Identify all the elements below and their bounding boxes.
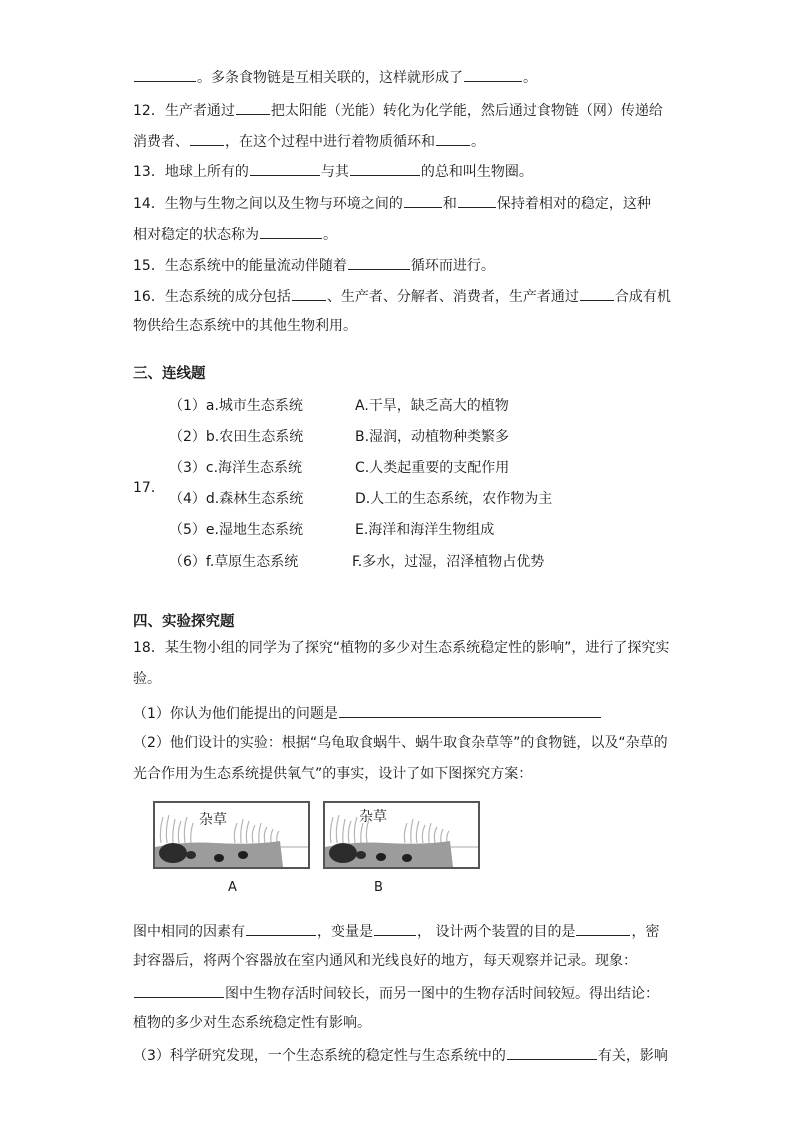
question-17-number: 17． [133, 480, 165, 496]
answer-blank[interactable] [464, 66, 522, 82]
snail-icon [402, 854, 412, 862]
match-right-item-f[interactable]: F.多水，过湿，沼泽植物占优势 [352, 554, 545, 570]
answer-blank[interactable] [134, 66, 196, 82]
match-left-item-2[interactable]: （2）b.农田生态系统 [169, 429, 304, 445]
answer-blank[interactable] [458, 192, 496, 208]
text: 15．生态系统中的能量流动伴随着 [133, 258, 347, 274]
match-right-item-d[interactable]: D.人工的生态系统，农作物为主 [355, 491, 553, 507]
experiment-figure-a [153, 801, 310, 869]
answer-blank[interactable] [436, 130, 470, 146]
text: （1）你认为他们能提出的问题是 [133, 706, 338, 722]
grass-illustration [155, 803, 308, 867]
answer-blank[interactable] [404, 192, 442, 208]
snail-icon [238, 851, 248, 859]
question-16-line-1 [133, 285, 671, 307]
section-3-title: 三、连线题 [133, 366, 206, 382]
grass-illustration [325, 803, 478, 867]
experiment-figure-b [323, 801, 480, 869]
text: 合成有机 [614, 289, 671, 305]
question-18-part-3 [133, 1044, 668, 1066]
answer-blank[interactable] [350, 160, 420, 176]
answer-blank[interactable] [236, 99, 270, 115]
answer-blank[interactable] [580, 285, 614, 301]
text: 消费者、 [133, 134, 189, 150]
match-left-item-3[interactable]: （3）c.海洋生态系统 [169, 460, 303, 476]
answer-blank[interactable] [260, 223, 322, 239]
question-18-line-2: 验。 [133, 671, 161, 687]
text: 。 [523, 70, 537, 86]
question-13 [133, 160, 533, 182]
match-right-item-c[interactable]: C.人类起重要的支配作用 [355, 460, 510, 476]
figure-b-caption: B [374, 880, 383, 895]
match-right-item-e[interactable]: E.海洋和海洋生物组成 [355, 522, 495, 538]
text: 物供给生态系统中的其他生物利用。 [133, 318, 357, 334]
answer-blank[interactable] [507, 1044, 597, 1060]
match-left-item-5[interactable]: （5）e.湿地生态系统 [169, 522, 303, 538]
answer-blank[interactable] [190, 130, 224, 146]
question-18-text-line-3 [133, 982, 659, 1004]
text: 。 [471, 134, 485, 150]
text: 有关，影响 [597, 1048, 668, 1064]
text: 图中相同的因素有 [133, 924, 245, 940]
answer-blank[interactable] [348, 254, 410, 270]
question-12-line-2 [133, 130, 485, 152]
text: ，变量是 [317, 924, 373, 940]
text: 循环而进行。 [410, 258, 495, 274]
figure-b-grass-label: 杂草 [359, 809, 387, 825]
snail-icon [214, 854, 224, 862]
answer-blank[interactable] [134, 982, 224, 998]
question-18-text-line-1 [133, 920, 659, 942]
question-18-text-line-4: 植物的多少对生态系统稳定性有影响。 [133, 1015, 371, 1031]
question-18-text-line-2: 封容器后，将两个容器放在室内通风和光线良好的地方，每天观察并记录。现象： [133, 953, 637, 969]
snail-icon [376, 853, 386, 861]
text: 13．地球上所有的 [133, 164, 249, 180]
match-left-item-1[interactable]: （1）a.城市生态系统 [169, 398, 303, 414]
answer-blank[interactable] [250, 160, 320, 176]
answer-blank[interactable] [576, 920, 630, 936]
text: 把太阳能（光能）转化为化学能，然后通过食物链（网）传递给 [270, 103, 663, 119]
text: 与其 [320, 164, 349, 180]
text: 图中生物存活时间较长，而另一图中的生物存活时间较短。得出结论： [225, 986, 659, 1002]
answer-blank[interactable] [246, 920, 316, 936]
text: 。 [323, 227, 337, 243]
text: 、生产者、分解者、消费者，生产者通过 [326, 289, 579, 305]
match-right-item-a[interactable]: A.干旱，缺乏高大的植物 [355, 398, 509, 414]
text: 和 [442, 196, 457, 212]
text: ，密 [631, 924, 660, 940]
text: 16．生态系统的成分包括 [133, 289, 291, 305]
turtle-icon [329, 843, 357, 863]
question-12-line-1 [133, 99, 663, 121]
match-left-item-4[interactable]: （4）d.森林生态系统 [169, 491, 304, 507]
question-18-part-2-line-2: 光合作用为生态系统提供氧气”的事实，设计了如下图探究方案： [133, 766, 533, 782]
text: 相对稳定的状态称为 [133, 227, 259, 243]
question-14-line-2 [133, 223, 337, 245]
question-14-line-1 [133, 192, 651, 214]
question-18-part-2-line-1: （2）他们设计的实验：根据“乌龟取食蜗牛、蜗牛取食杂草等”的食物链，以及“杂草的 [133, 735, 668, 751]
answer-blank[interactable] [339, 702, 601, 718]
answer-blank[interactable] [292, 285, 326, 301]
text: 12．生产者通过 [133, 103, 235, 119]
text: 的总和叫生物圈。 [420, 164, 533, 180]
answer-blank[interactable] [374, 920, 416, 936]
text: 。多条食物链是互相关联的，这样就形成了 [197, 70, 463, 86]
turtle-icon [159, 843, 187, 863]
section-4-title: 四、实验探究题 [133, 614, 235, 630]
text: 保持着相对的稳定，这种 [496, 196, 651, 212]
figure-a-grass-label: 杂草 [199, 812, 227, 828]
match-left-item-6[interactable]: （6）f.草原生态系统 [169, 554, 299, 570]
match-right-item-b[interactable]: B.湿润，动植物种类繁多 [355, 429, 510, 445]
figure-a-caption: A [228, 880, 237, 895]
question-18-part-1 [133, 702, 602, 724]
text: 14．生物与生物之间以及生物与环境之间的 [133, 196, 403, 212]
text: ，在这个过程中进行着物质循环和 [225, 134, 435, 150]
text: （3）科学研究发现，一个生态系统的稳定性与生态系统中的 [133, 1048, 506, 1064]
text-line-1 [133, 66, 537, 88]
question-15 [133, 254, 495, 276]
question-18-line-1: 18．某生物小组的同学为了探究“植物的多少对生态系统稳定性的影响”，进行了探究实 [133, 640, 670, 656]
text: ， 设计两个装置的目的是 [417, 924, 576, 940]
question-16-line-2 [133, 316, 357, 336]
